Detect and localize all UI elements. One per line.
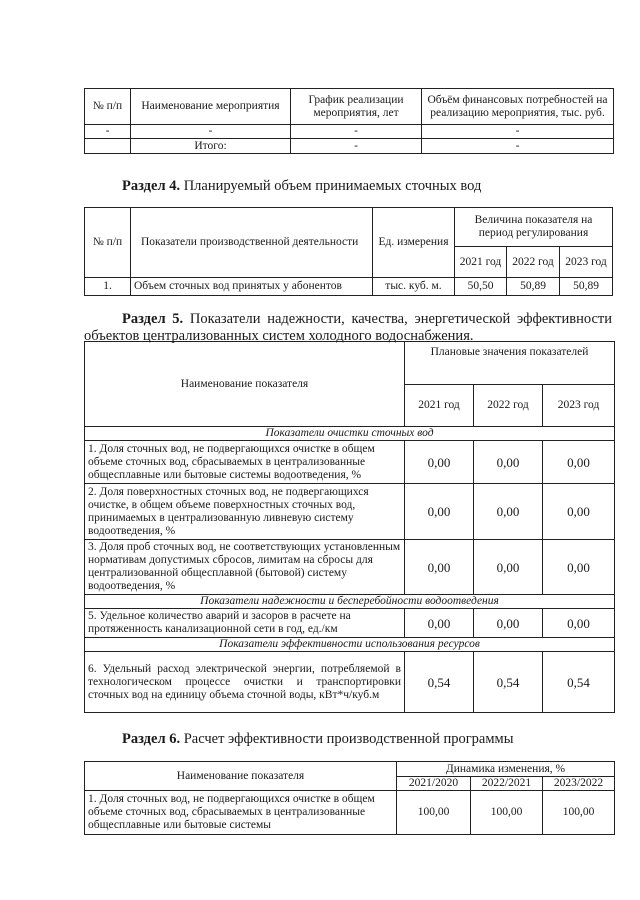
table-row <box>85 278 613 296</box>
value-2021: 0,00 <box>405 540 474 595</box>
value-2021: 0,00 <box>405 441 474 484</box>
table-header-row <box>85 89 614 125</box>
header-num: № п/п <box>85 89 131 125</box>
value-2022: 0,00 <box>474 609 543 638</box>
header-num: № п/п <box>85 208 131 278</box>
section-6-heading <box>122 731 513 748</box>
value-period-2: 100,00 <box>471 791 543 835</box>
section-5-title: Показатели надежности, качества, энергетической эффективности объектов централизованных систем холодного водоснабжения. <box>84 311 612 344</box>
value-2023: 0,00 <box>543 540 615 595</box>
cell-value-2021: 50,50 <box>455 278 507 296</box>
value-period-1: 100,00 <box>397 791 471 835</box>
header-year-2023: 2023 год <box>543 385 615 427</box>
indicator-name: 3. Доля проб сточных вод, не соответствующих установленным нормативам допустимых сбросов, лимитам на сбросы для централизованной общесплавной (бытовой) систему водоотведения, % <box>85 540 405 595</box>
header-year-2021: 2021 год <box>405 385 474 427</box>
group-row <box>85 427 615 441</box>
value-2022: 0,00 <box>474 484 543 540</box>
value-2022: 0,54 <box>474 652 543 713</box>
header-year-2022: 2022 год <box>507 247 560 278</box>
total-row <box>85 139 614 154</box>
indicator-name: 1. Доля сточных вод, не подвергающихся очистке в общем объеме сточных вод, сбрасываемых в централизованные общесплавные или бытовые системы водоотведения, % <box>85 441 405 484</box>
group-efficiency: Показатели эффективности использования ресурсов <box>85 638 615 652</box>
value-period-3: 100,00 <box>543 791 615 835</box>
section-4-heading <box>122 178 481 195</box>
header-dynamics-group: Динамика изменения, % <box>397 762 615 777</box>
header-financing: Объём финансовых потребностей на реализацию мероприятия, тыс. руб. <box>422 89 614 125</box>
group-row <box>85 638 615 652</box>
cell-value-2022: 50,89 <box>507 278 560 296</box>
table-row <box>85 652 615 713</box>
indicator-name: 5. Удельное количество аварий и засоров в расчете на протяженность канализационной сети в год, ед./км <box>85 609 405 638</box>
section-5-prefix: Раздел 5. <box>122 311 184 327</box>
section-4-prefix: Раздел 4. <box>122 178 181 194</box>
group-reliability: Показатели надежности и бесперебойности водоотведения <box>85 595 615 609</box>
header-year-2023: 2023 год <box>560 247 613 278</box>
section-4-title: Планируемый объем принимаемых сточных вод <box>180 178 482 194</box>
header-planned-group: Плановые значения показателей <box>405 342 615 385</box>
table-row <box>85 540 615 595</box>
header-period-1: 2021/2020 <box>397 777 471 791</box>
value-2023: 0,00 <box>543 484 615 540</box>
header-period-3: 2023/2022 <box>543 777 615 791</box>
indicator-name: 2. Доля поверхностных сточных вод, не подвергающихся очистке, в общем объеме поверхностных сточных вод, принимаемых в централизованную ливневую систему водоотведения, % <box>85 484 405 540</box>
value-2023: 0,54 <box>543 652 615 713</box>
value-2023: 0,00 <box>543 609 615 638</box>
cell-value-2023: 50,89 <box>560 278 613 296</box>
value-2022: 0,00 <box>474 540 543 595</box>
indicators-table <box>84 341 615 713</box>
header-measure-name: Наименование мероприятия <box>131 89 291 125</box>
cell-num: - <box>85 125 131 139</box>
value-2021: 0,00 <box>405 484 474 540</box>
wastewater-volume-table <box>84 207 613 296</box>
section-6-title: Расчет эффективности производственной программы <box>180 731 514 747</box>
indicator-name: 1. Доля сточных вод, не подвергающихся очистке в общем объеме сточных вод, сбрасываемых в централизованные общесплавные или бытовые системы <box>85 791 397 835</box>
total-schedule: - <box>291 139 422 154</box>
table-row <box>85 791 615 835</box>
cell-financing: - <box>422 125 614 139</box>
header-schedule: График реализации мероприятия, лет <box>291 89 422 125</box>
total-label: Итого: <box>131 139 291 154</box>
group-row <box>85 595 615 609</box>
section-6-prefix: Раздел 6. <box>122 731 181 747</box>
measures-table <box>84 88 614 154</box>
header-year-2022: 2022 год <box>474 385 543 427</box>
cell-schedule: - <box>291 125 422 139</box>
header-indicator: Показатели производственной деятельности <box>131 208 373 278</box>
value-2021: 0,54 <box>405 652 474 713</box>
total-amount: - <box>422 139 614 154</box>
table-row <box>85 441 615 484</box>
header-period-2: 2022/2021 <box>471 777 543 791</box>
section-5-heading <box>84 311 612 345</box>
value-2021: 0,00 <box>405 609 474 638</box>
header-year-2021: 2021 год <box>455 247 507 278</box>
group-cleaning: Показатели очистки сточных вод <box>85 427 615 441</box>
cell-indicator: Объем сточных вод принятых у абонентов <box>131 278 373 296</box>
value-2022: 0,00 <box>474 441 543 484</box>
table-row <box>85 484 615 540</box>
header-indicator-name: Наименование показателя <box>85 342 405 427</box>
efficiency-calculation-table <box>84 761 615 835</box>
table-row <box>85 609 615 638</box>
header-indicator-name: Наименование показателя <box>85 762 397 791</box>
cell-empty <box>85 139 131 154</box>
cell-unit: тыс. куб. м. <box>373 278 455 296</box>
value-2023: 0,00 <box>543 441 615 484</box>
cell-num: 1. <box>85 278 131 296</box>
header-period-group: Величина показателя на период регулирования <box>455 208 613 247</box>
table-row <box>85 125 614 139</box>
indicator-name: 6. Удельный расход электрической энергии, потребляемой в технологическом процессе очистки и транспортировки сточных вод на единицу объема сточной воды, кВт*ч/куб.м <box>85 652 405 713</box>
header-unit: Ед. измерения <box>373 208 455 278</box>
cell-measure-name: - <box>131 125 291 139</box>
